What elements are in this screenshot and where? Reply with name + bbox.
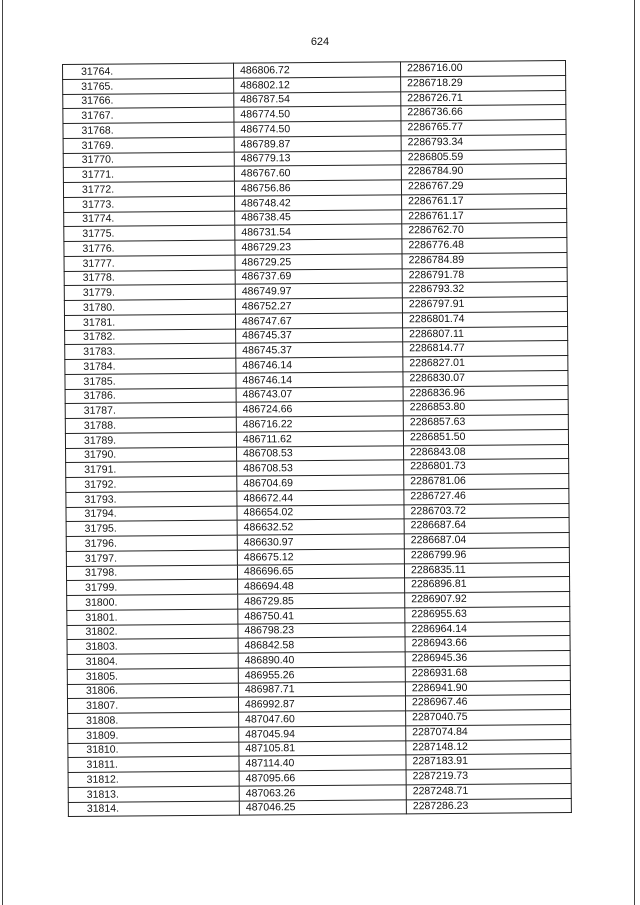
point-id-cell: 31789. [65,432,236,448]
x-coordinate-cell: 486737.69 [235,268,402,284]
y-coordinate-cell: 2286718.29 [401,75,566,91]
point-id-cell: 31788. [65,417,236,433]
y-coordinate-cell: 2286784.89 [402,252,567,268]
point-id-cell: 31772. [63,181,234,197]
y-coordinate-cell: 2286767.29 [401,179,566,195]
point-id-cell: 31790. [66,447,237,463]
y-coordinate-cell: 2286943.66 [405,636,570,652]
x-coordinate-cell: 486748.42 [235,195,402,211]
y-coordinate-cell: 2286687.64 [404,518,569,534]
y-coordinate-cell: 2286955.63 [405,606,570,622]
point-id-cell: 31786. [65,388,236,404]
page-right-edge [634,0,635,905]
x-coordinate-cell: 486724.66 [236,401,403,417]
y-coordinate-cell: 2286687.04 [404,533,569,549]
x-coordinate-cell: 486738.45 [235,209,402,225]
x-coordinate-cell: 486955.26 [238,667,405,683]
page-number: 624 [310,36,330,48]
x-coordinate-cell: 487095.66 [239,770,406,786]
point-id-cell: 31782. [65,329,236,345]
x-coordinate-cell: 486708.53 [237,460,404,476]
point-id-cell: 31804. [67,653,238,669]
point-id-cell: 31785. [65,373,236,389]
x-coordinate-cell: 486696.65 [237,563,404,579]
x-coordinate-cell: 486774.50 [234,106,401,122]
y-coordinate-cell: 2286941.90 [405,680,570,696]
x-coordinate-cell: 487105.81 [239,740,406,756]
point-id-cell: 31775. [64,225,235,241]
y-coordinate-cell: 2286793.32 [402,282,567,298]
point-id-cell: 31784. [65,358,236,374]
y-coordinate-cell: 2286853.80 [403,400,568,416]
y-coordinate-cell: 2287219.73 [406,769,571,785]
page-left-edge [2,0,3,905]
x-coordinate-cell: 486750.41 [238,608,405,624]
y-coordinate-cell: 2286793.34 [401,134,566,150]
x-coordinate-cell: 486672.44 [237,490,404,506]
y-coordinate-cell: 2286736.66 [401,105,566,121]
x-coordinate-cell: 486729.23 [235,239,402,255]
point-id-cell: 31766. [63,93,234,109]
point-id-cell: 31803. [67,638,238,654]
x-coordinate-cell: 486632.52 [237,519,404,535]
y-coordinate-cell: 2286945.36 [405,651,570,667]
y-coordinate-cell: 2287286.23 [406,798,571,814]
point-id-cell: 31795. [66,520,237,536]
point-id-cell: 31791. [66,461,237,477]
y-coordinate-cell: 2286799.96 [404,547,569,563]
x-coordinate-cell: 486789.87 [234,136,401,152]
point-id-cell: 31801. [67,609,238,625]
x-coordinate-cell: 486890.40 [238,652,405,668]
y-coordinate-cell: 2287074.84 [406,724,571,740]
y-coordinate-cell: 2286851.50 [403,429,568,445]
y-coordinate-cell: 2286797.91 [402,297,567,313]
point-id-cell: 31810. [68,742,239,758]
y-coordinate-cell: 2286827.01 [403,356,568,372]
x-coordinate-cell: 486654.02 [237,504,404,520]
point-id-cell: 31778. [64,270,235,286]
y-coordinate-cell: 2286781.06 [404,474,569,490]
y-coordinate-cell: 2286765.77 [401,120,566,136]
point-id-cell: 31798. [66,565,237,581]
point-id-cell: 31781. [64,314,235,330]
point-id-cell: 31809. [68,727,239,743]
y-coordinate-cell: 2286807.11 [403,326,568,342]
table-row [68,798,571,817]
point-id-cell: 31792. [66,476,237,492]
x-coordinate-cell: 486802.12 [234,77,401,93]
y-coordinate-cell: 2286761.17 [402,208,567,224]
point-id-cell: 31774. [64,211,235,227]
point-id-cell: 31777. [64,255,235,271]
point-id-cell: 31783. [65,343,236,359]
x-coordinate-cell: 486729.25 [235,254,402,270]
y-coordinate-cell: 2287148.12 [406,739,571,755]
y-coordinate-cell: 2286907.92 [405,592,570,608]
y-coordinate-cell: 2286836.96 [403,385,568,401]
y-coordinate-cell: 2286843.08 [404,444,569,460]
x-coordinate-cell: 486729.85 [238,593,405,609]
point-id-cell: 31808. [68,712,239,728]
x-coordinate-cell: 486704.69 [237,475,404,491]
x-coordinate-cell: 486749.97 [235,283,402,299]
x-coordinate-cell: 486745.37 [236,327,403,343]
y-coordinate-cell: 2286716.00 [400,61,565,77]
point-id-cell: 31768. [63,122,234,138]
x-coordinate-cell: 486752.27 [235,298,402,314]
point-id-cell: 31796. [66,535,237,551]
y-coordinate-cell: 2286776.48 [402,238,567,254]
y-coordinate-cell: 2286801.74 [402,311,567,327]
x-coordinate-cell: 487114.40 [239,755,406,771]
x-coordinate-cell: 486675.12 [237,549,404,565]
x-coordinate-cell: 487045.94 [239,726,406,742]
y-coordinate-cell: 2286726.71 [401,90,566,106]
point-id-cell: 31764. [63,63,234,79]
point-id-cell: 31787. [65,402,236,418]
x-coordinate-cell: 486787.54 [234,91,401,107]
x-coordinate-cell: 486746.14 [236,357,403,373]
x-coordinate-cell: 486743.07 [236,386,403,402]
y-coordinate-cell: 2286761.17 [402,193,567,209]
coordinates-table-body [63,61,572,817]
x-coordinate-cell: 486842.58 [238,637,405,653]
y-coordinate-cell: 2286830.07 [403,370,568,386]
point-id-cell: 31770. [63,152,234,168]
point-id-cell: 31806. [67,683,238,699]
y-coordinate-cell: 2286703.72 [404,503,569,519]
x-coordinate-cell: 487047.60 [239,711,406,727]
point-id-cell: 31805. [67,668,238,684]
point-id-cell: 31807. [67,697,238,713]
y-coordinate-cell: 2286896.81 [405,577,570,593]
point-id-cell: 31779. [64,284,235,300]
x-coordinate-cell: 486745.37 [236,342,403,358]
point-id-cell: 31780. [64,299,235,315]
y-coordinate-cell: 2286784.90 [401,164,566,180]
point-id-cell: 31802. [67,624,238,640]
y-coordinate-cell: 2287040.75 [406,710,571,726]
point-id-cell: 31771. [63,166,234,182]
point-id-cell: 31812. [68,771,239,787]
x-coordinate-cell: 486798.23 [238,622,405,638]
y-coordinate-cell: 2286801.73 [404,459,569,475]
point-id-cell: 31773. [64,196,235,212]
coordinates-table [62,60,572,817]
point-id-cell: 31813. [68,786,239,802]
y-coordinate-cell: 2286967.46 [405,695,570,711]
x-coordinate-cell: 486747.67 [235,313,402,329]
point-id-cell: 31769. [63,137,234,153]
y-coordinate-cell: 2286814.77 [403,341,568,357]
point-id-cell: 31793. [66,491,237,507]
x-coordinate-cell: 486806.72 [233,62,400,78]
x-coordinate-cell: 486746.14 [236,372,403,388]
y-coordinate-cell: 2286727.46 [404,488,569,504]
y-coordinate-cell: 2287248.71 [406,783,571,799]
point-id-cell: 31765. [63,78,234,94]
x-coordinate-cell: 486731.54 [235,224,402,240]
x-coordinate-cell: 486711.62 [236,431,403,447]
y-coordinate-cell: 2286805.59 [401,149,566,165]
point-id-cell: 31797. [66,550,237,566]
x-coordinate-cell: 486756.86 [234,180,401,196]
point-id-cell: 31794. [66,506,237,522]
point-id-cell: 31799. [67,579,238,595]
x-coordinate-cell: 486694.48 [238,578,405,594]
x-coordinate-cell: 487063.26 [239,785,406,801]
y-coordinate-cell: 2286762.70 [402,223,567,239]
y-coordinate-cell: 2286791.78 [402,267,567,283]
x-coordinate-cell: 486767.60 [234,165,401,181]
x-coordinate-cell: 487046.25 [239,799,406,815]
y-coordinate-cell: 2286964.14 [405,621,570,637]
x-coordinate-cell: 486630.97 [237,534,404,550]
y-coordinate-cell: 2286931.68 [405,665,570,681]
point-id-cell: 31811. [68,756,239,772]
x-coordinate-cell: 486716.22 [236,416,403,432]
point-id-cell: 31800. [67,594,238,610]
y-coordinate-cell: 2286857.63 [403,415,568,431]
coordinates-table-wrapper [62,60,572,817]
x-coordinate-cell: 486992.87 [238,696,405,712]
y-coordinate-cell: 2287183.91 [406,754,571,770]
point-id-cell: 31814. [68,801,239,817]
y-coordinate-cell: 2286835.11 [404,562,569,578]
x-coordinate-cell: 486708.53 [237,445,404,461]
point-id-cell: 31776. [64,240,235,256]
x-coordinate-cell: 486779.13 [234,150,401,166]
x-coordinate-cell: 486774.50 [234,121,401,137]
point-id-cell: 31767. [63,107,234,123]
x-coordinate-cell: 486987.71 [238,681,405,697]
